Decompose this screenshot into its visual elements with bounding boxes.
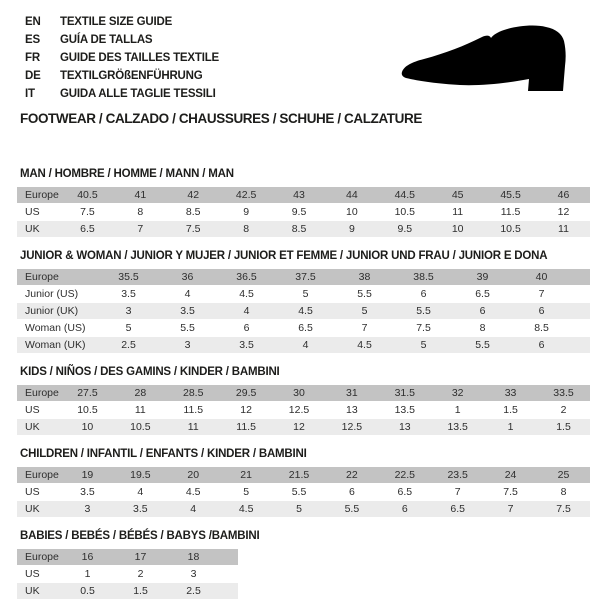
spacer-cell <box>220 583 238 600</box>
size-cell: 10 <box>325 204 378 221</box>
size-cell: 5 <box>335 303 394 320</box>
size-cell: 6.5 <box>378 484 431 501</box>
size-table <box>17 467 590 518</box>
table-row <box>17 303 590 320</box>
table-row <box>17 583 238 600</box>
size-cell: 11.5 <box>484 204 537 221</box>
table-row <box>17 337 590 354</box>
size-cell: 7.5 <box>537 501 590 518</box>
size-cell: 10.5 <box>114 419 167 436</box>
category-title: FOOTWEAR / CALZADO / CHAUSSURES / SCHUHE / CALZATURE <box>20 111 422 126</box>
size-cell: 7.5 <box>484 484 537 501</box>
table-row <box>17 204 590 221</box>
size-cell: 5 <box>220 484 273 501</box>
size-cell: 3 <box>167 566 220 583</box>
spacer-cell <box>220 566 238 583</box>
size-cell: 3.5 <box>61 484 114 501</box>
size-tables <box>17 168 590 600</box>
language-code: IT <box>25 88 35 100</box>
size-cell: 8.5 <box>512 320 571 337</box>
spacer-cell <box>571 337 590 354</box>
size-cell: 7 <box>431 484 484 501</box>
row-label: US <box>17 402 61 419</box>
size-cell: 13.5 <box>431 419 484 436</box>
size-cell: 4.5 <box>220 501 273 518</box>
row-label: Europe <box>17 467 61 484</box>
table-row <box>17 402 590 419</box>
section-title: BABIES / BEBÉS / BÉBÉS / BABYS /BAMBINI <box>20 530 260 542</box>
size-cell: 5 <box>394 337 453 354</box>
table-row <box>17 501 590 518</box>
size-cell: 7.5 <box>394 320 453 337</box>
size-cell: 11.5 <box>167 402 220 419</box>
size-cell: 44.5 <box>378 187 431 204</box>
dress-shoe-icon <box>398 22 578 96</box>
size-cell: 46 <box>537 187 590 204</box>
row-label: Europe <box>17 269 99 286</box>
size-cell: 10 <box>61 419 114 436</box>
row-label: US <box>17 566 61 583</box>
size-cell: 3 <box>61 501 114 518</box>
size-cell: 19 <box>61 467 114 484</box>
size-cell: 7.5 <box>167 221 220 238</box>
spacer-cell <box>571 269 590 286</box>
size-cell: 1.5 <box>537 419 590 436</box>
size-cell: 42 <box>167 187 220 204</box>
size-cell: 27.5 <box>61 385 114 402</box>
size-section <box>17 168 590 238</box>
size-cell: 10.5 <box>61 402 114 419</box>
size-table <box>17 187 590 238</box>
language-row <box>25 31 219 49</box>
size-cell: 5 <box>273 501 326 518</box>
size-cell: 7 <box>484 501 537 518</box>
size-cell: 45.5 <box>484 187 537 204</box>
size-cell: 4 <box>167 501 220 518</box>
size-cell: 12 <box>220 402 273 419</box>
size-cell: 9 <box>220 204 273 221</box>
size-cell: 29.5 <box>220 385 273 402</box>
language-code: DE <box>25 70 41 82</box>
language-row <box>25 85 219 103</box>
spacer-cell <box>571 320 590 337</box>
size-cell: 11 <box>431 204 484 221</box>
size-cell: 7.5 <box>61 204 114 221</box>
section-title: KIDS / NIÑOS / DES GAMINS / KINDER / BAMBINI <box>20 366 280 378</box>
language-code: ES <box>25 34 40 46</box>
size-cell: 12 <box>537 204 590 221</box>
size-cell: 2.5 <box>99 337 158 354</box>
size-cell: 6 <box>512 337 571 354</box>
language-row <box>25 67 219 85</box>
size-cell: 13 <box>325 402 378 419</box>
size-cell: 30 <box>273 385 326 402</box>
size-cell: 37.5 <box>276 269 335 286</box>
size-cell: 9.5 <box>378 221 431 238</box>
size-cell: 5 <box>99 320 158 337</box>
size-cell: 16 <box>61 549 114 566</box>
size-cell: 18 <box>167 549 220 566</box>
size-cell: 1.5 <box>484 402 537 419</box>
size-cell: 31 <box>325 385 378 402</box>
size-cell: 11 <box>114 402 167 419</box>
table-row <box>17 187 590 204</box>
size-cell: 38.5 <box>394 269 453 286</box>
size-cell: 1 <box>484 419 537 436</box>
size-cell: 33.5 <box>537 385 590 402</box>
size-cell: 39 <box>453 269 512 286</box>
size-cell: 6 <box>217 320 276 337</box>
table-row <box>17 320 590 337</box>
size-cell: 10.5 <box>484 221 537 238</box>
size-cell: 25 <box>537 467 590 484</box>
size-cell: 13.5 <box>378 402 431 419</box>
size-cell: 33 <box>484 385 537 402</box>
table-row <box>17 385 590 402</box>
size-cell: 1.5 <box>114 583 167 600</box>
language-label: TEXTILE SIZE GUIDE <box>60 16 173 28</box>
size-cell: 6 <box>512 303 571 320</box>
size-cell: 21.5 <box>273 467 326 484</box>
size-cell: 4.5 <box>335 337 394 354</box>
size-cell: 5.5 <box>335 286 394 303</box>
spacer-cell <box>220 549 238 566</box>
size-cell: 3.5 <box>217 337 276 354</box>
spacer-cell <box>571 303 590 320</box>
size-cell: 8 <box>453 320 512 337</box>
size-cell: 4 <box>158 286 217 303</box>
size-cell: 10 <box>431 221 484 238</box>
size-cell: 12.5 <box>273 402 326 419</box>
size-cell: 5 <box>276 286 335 303</box>
size-table <box>17 385 590 436</box>
size-cell: 5.5 <box>325 501 378 518</box>
size-cell: 28 <box>114 385 167 402</box>
size-cell: 32 <box>431 385 484 402</box>
size-section <box>17 366 590 436</box>
table-row <box>17 286 590 303</box>
size-cell: 35.5 <box>99 269 158 286</box>
language-row <box>25 49 219 67</box>
size-table <box>17 549 238 600</box>
size-cell: 9.5 <box>273 204 326 221</box>
language-label: GUIDE DES TAILLES TEXTILE <box>60 52 219 64</box>
size-cell: 43 <box>273 187 326 204</box>
size-cell: 8.5 <box>273 221 326 238</box>
size-cell: 11 <box>537 221 590 238</box>
size-cell: 11.5 <box>220 419 273 436</box>
size-section <box>17 250 590 354</box>
row-label: Europe <box>17 549 61 566</box>
size-cell: 41 <box>114 187 167 204</box>
size-cell: 5.5 <box>453 337 512 354</box>
size-cell: 20 <box>167 467 220 484</box>
row-label: Woman (US) <box>17 320 99 337</box>
section-title: MAN / HOMBRE / HOMME / MANN / MAN <box>20 168 234 180</box>
size-cell: 2 <box>114 566 167 583</box>
table-row <box>17 549 238 566</box>
size-cell: 1 <box>61 566 114 583</box>
size-cell: 11 <box>167 419 220 436</box>
size-cell: 4 <box>114 484 167 501</box>
size-cell: 40 <box>512 269 571 286</box>
size-cell: 17 <box>114 549 167 566</box>
size-cell: 22 <box>325 467 378 484</box>
size-cell: 10.5 <box>378 204 431 221</box>
size-cell: 12 <box>273 419 326 436</box>
language-code: FR <box>25 52 40 64</box>
size-cell: 8.5 <box>167 204 220 221</box>
size-cell: 6.5 <box>276 320 335 337</box>
language-list <box>25 13 219 103</box>
row-label: UK <box>17 501 61 518</box>
size-cell: 3.5 <box>114 501 167 518</box>
size-cell: 7 <box>512 286 571 303</box>
table-row <box>17 419 590 436</box>
size-cell: 2.5 <box>167 583 220 600</box>
size-cell: 8 <box>537 484 590 501</box>
size-cell: 40.5 <box>61 187 114 204</box>
size-cell: 6.5 <box>431 501 484 518</box>
size-cell: 31.5 <box>378 385 431 402</box>
table-row <box>17 484 590 501</box>
size-section <box>17 530 590 600</box>
size-cell: 44 <box>325 187 378 204</box>
size-cell: 6 <box>325 484 378 501</box>
row-label: Europe <box>17 187 61 204</box>
size-cell: 12.5 <box>325 419 378 436</box>
row-label: Junior (UK) <box>17 303 99 320</box>
section-title: CHILDREN / INFANTIL / ENFANTS / KINDER / BAMBINI <box>20 448 307 460</box>
table-row <box>17 221 590 238</box>
size-cell: 5.5 <box>158 320 217 337</box>
size-cell: 23.5 <box>431 467 484 484</box>
language-code: EN <box>25 16 41 28</box>
size-cell: 2 <box>537 402 590 419</box>
table-row <box>17 269 590 286</box>
size-cell: 24 <box>484 467 537 484</box>
size-section <box>17 448 590 518</box>
size-cell: 6 <box>453 303 512 320</box>
row-label: US <box>17 484 61 501</box>
size-cell: 7 <box>335 320 394 337</box>
size-cell: 4.5 <box>217 286 276 303</box>
size-cell: 19.5 <box>114 467 167 484</box>
row-label: US <box>17 204 61 221</box>
size-cell: 45 <box>431 187 484 204</box>
size-cell: 6.5 <box>61 221 114 238</box>
row-label: Woman (UK) <box>17 337 99 354</box>
size-cell: 6 <box>394 286 453 303</box>
table-row <box>17 566 238 583</box>
row-label: Junior (US) <box>17 286 99 303</box>
size-cell: 6 <box>378 501 431 518</box>
size-cell: 8 <box>114 204 167 221</box>
size-cell: 9 <box>325 221 378 238</box>
size-cell: 5.5 <box>394 303 453 320</box>
size-cell: 36.5 <box>217 269 276 286</box>
language-row <box>25 13 219 31</box>
size-cell: 1 <box>431 402 484 419</box>
row-label: UK <box>17 221 61 238</box>
size-cell: 0.5 <box>61 583 114 600</box>
row-label: Europe <box>17 385 61 402</box>
size-cell: 4 <box>217 303 276 320</box>
size-cell: 4.5 <box>276 303 335 320</box>
row-label: UK <box>17 583 61 600</box>
size-cell: 36 <box>158 269 217 286</box>
table-row <box>17 467 590 484</box>
size-table <box>17 269 590 354</box>
size-cell: 7 <box>114 221 167 238</box>
size-cell: 3 <box>99 303 158 320</box>
size-cell: 28.5 <box>167 385 220 402</box>
language-label: GUÍA DE TALLAS <box>60 34 153 46</box>
size-cell: 21 <box>220 467 273 484</box>
size-cell: 6.5 <box>453 286 512 303</box>
row-label: UK <box>17 419 61 436</box>
size-cell: 3 <box>158 337 217 354</box>
size-cell: 4 <box>276 337 335 354</box>
size-cell: 3.5 <box>158 303 217 320</box>
size-cell: 42.5 <box>220 187 273 204</box>
size-cell: 4.5 <box>167 484 220 501</box>
language-label: TEXTILGRÖßENFÜHRUNG <box>60 70 203 82</box>
size-cell: 13 <box>378 419 431 436</box>
size-cell: 3.5 <box>99 286 158 303</box>
language-label: GUIDA ALLE TAGLIE TESSILI <box>60 88 216 100</box>
size-cell: 38 <box>335 269 394 286</box>
spacer-cell <box>571 286 590 303</box>
section-title: JUNIOR & WOMAN / JUNIOR Y MUJER / JUNIOR ET FEMME / JUNIOR UND FRAU / JUNIOR E DONA <box>20 250 548 262</box>
size-cell: 22.5 <box>378 467 431 484</box>
size-cell: 5.5 <box>273 484 326 501</box>
size-cell: 8 <box>220 221 273 238</box>
